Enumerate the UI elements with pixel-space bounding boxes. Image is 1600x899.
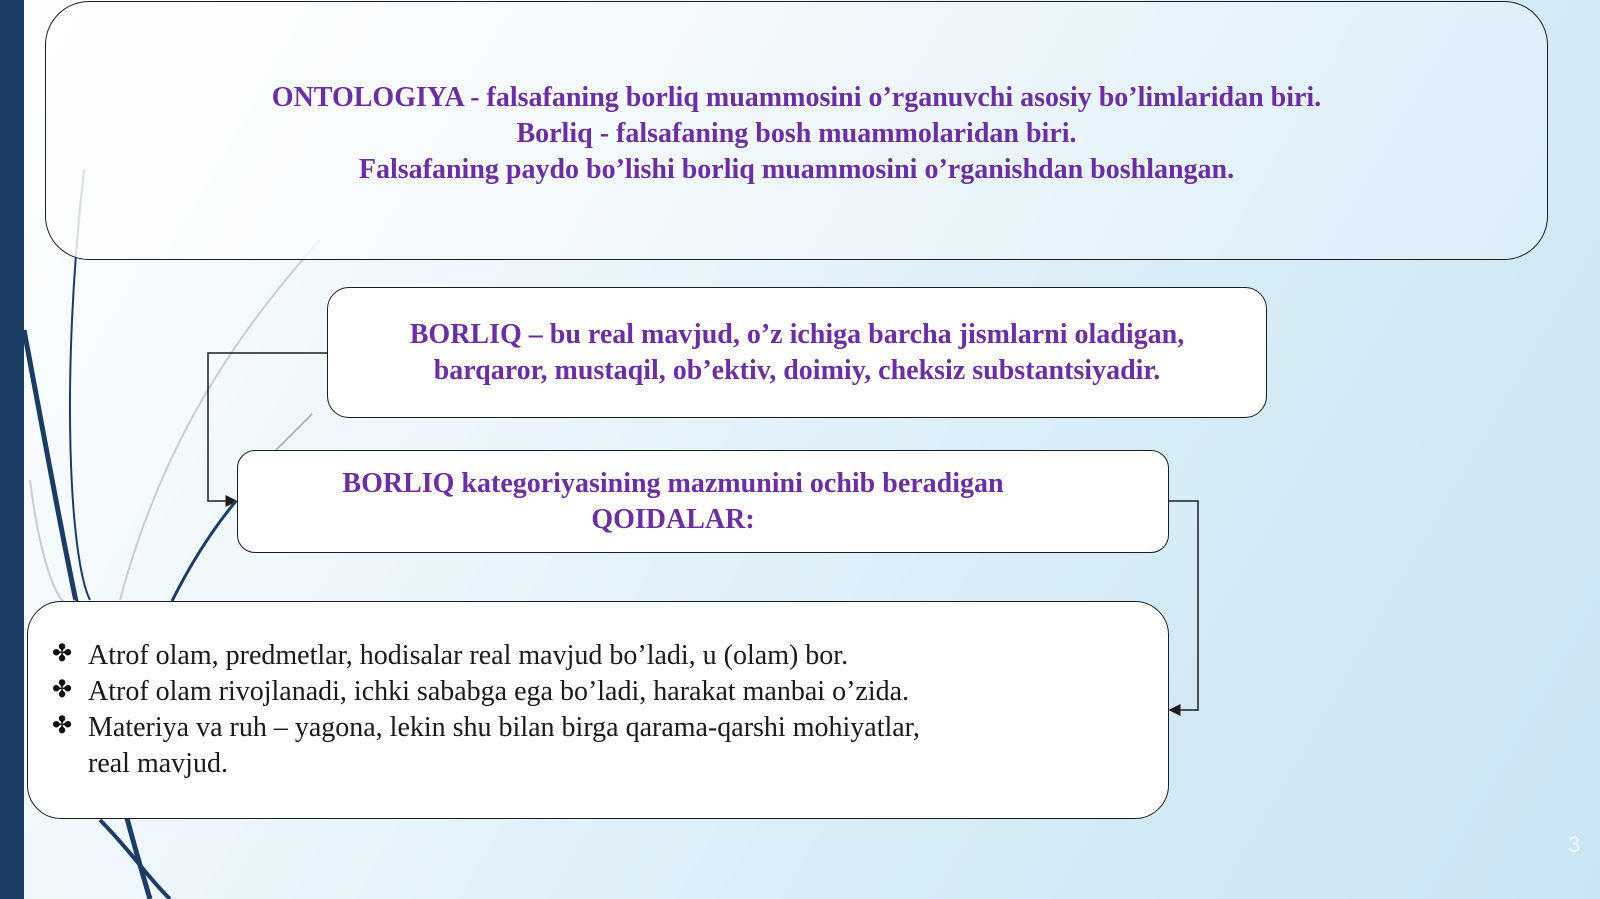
borliq-problem-line: Borliq - falsafaning bosh muammolaridan biri.	[516, 118, 1077, 149]
philosophy-origin-line: Falsafaning paydo bo’lishi borliq muammosini o’rganishdan boshlangan.	[358, 154, 1235, 185]
borliq-rules-heading-box	[237, 450, 1169, 553]
list-item	[52, 674, 920, 710]
rules-bullet-list	[52, 638, 920, 782]
bullet-text: Atrof olam rivojlanadi, ichki sababga ega bo’ladi, harakat manbai o’zida.	[88, 676, 910, 707]
ontology-definition-line: ONTOLOGIYA - falsafaning borliq muammosini o’rganuvchi asosiy bo’limlaridan biri.	[271, 82, 1322, 113]
bullet-text-line-2: real mavjud.	[88, 748, 228, 779]
four-petal-bullet-icon: ✤	[52, 677, 73, 703]
bullet-text	[88, 710, 920, 782]
four-petal-bullet-icon: ✤	[52, 641, 73, 667]
borliq-definition-box	[327, 287, 1267, 418]
left-accent-bar	[0, 0, 24, 899]
bullet-text: Atrof olam, predmetlar, hodisalar real mavjud bo’ladi, u (olam) bor.	[88, 640, 849, 671]
rules-heading-line-1: BORLIQ kategoriyasining mazmunini ochib beradigan	[342, 467, 1004, 499]
borliq-definition-line-1: BORLIQ – bu real mavjud, o’z ichiga barcha jismlarni oladigan,	[409, 318, 1185, 350]
slide-number: 3	[1568, 832, 1581, 857]
decorative-swoosh-light-3	[276, 414, 312, 450]
rules-heading-line-2: QOIDALAR:	[591, 503, 755, 535]
connector-curve-to-rules	[172, 501, 236, 601]
bullet-text-line-1: Materiya va ruh – yagona, lekin shu bilan birga qarama-qarshi mohiyatlar,	[88, 712, 920, 743]
list-item	[52, 710, 920, 782]
rules-bullet-box	[27, 601, 1169, 819]
borliq-definition-line-2: barqaror, mustaqil, ob’ektiv, doimiy, cheksiz substantsiyadir.	[433, 354, 1161, 386]
list-item	[52, 638, 920, 674]
connector-rules-to-bullets	[1169, 501, 1198, 710]
ontology-intro-box	[45, 1, 1548, 260]
decorative-swoosh-light-2	[30, 480, 75, 604]
decorative-swoosh-dark-2	[100, 820, 170, 899]
four-petal-bullet-icon: ✤	[52, 713, 73, 739]
